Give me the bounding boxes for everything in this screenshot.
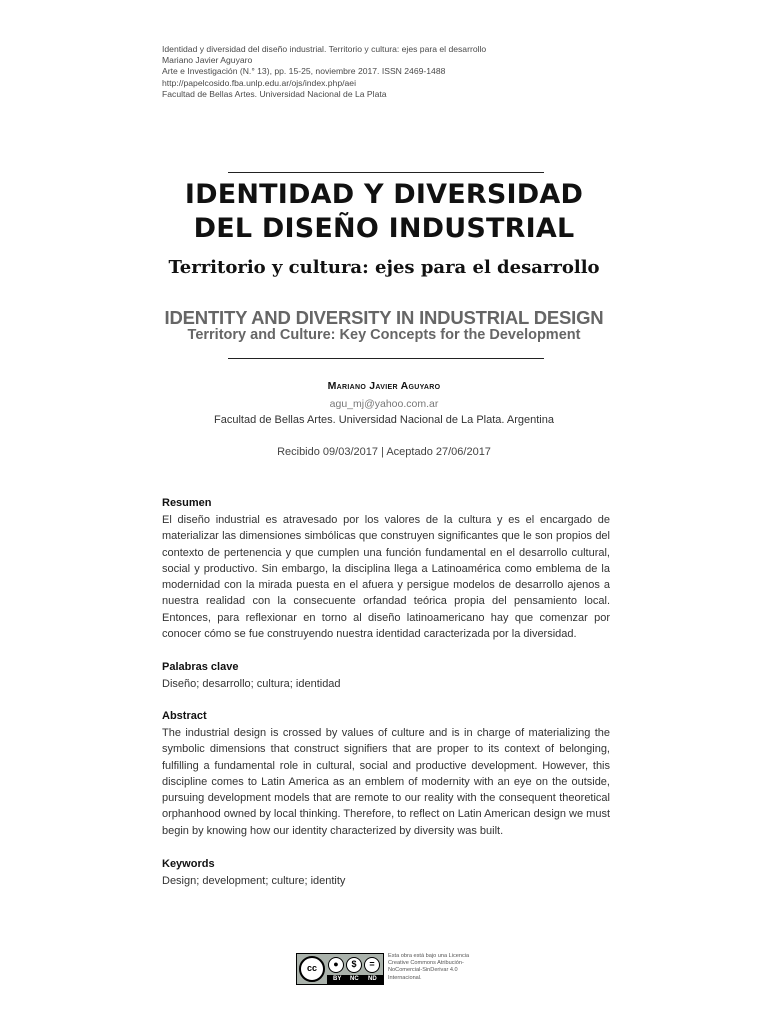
keywords-section — [162, 857, 610, 889]
abstract-section — [162, 709, 610, 839]
article-subtitle: Territorio y cultura: ejes para el desarrollo — [168, 257, 600, 278]
header-line-institution: Facultad de Bellas Artes. Universidad Nacional de La Plata — [162, 88, 387, 99]
label-by: BY — [333, 976, 342, 982]
running-header — [162, 44, 486, 100]
resumen-heading: Resumen — [162, 497, 212, 509]
resumen-section — [162, 496, 610, 642]
english-subtitle: Territory and Culture: Key Concepts for the Development — [187, 327, 581, 343]
article-title — [0, 178, 768, 246]
label-nc: NC — [350, 976, 359, 982]
submission-dates: Recibido 09/03/2017 | Aceptado 27/06/2017 — [277, 446, 491, 458]
cc-license-badge[interactable] — [296, 953, 384, 985]
author-name: Mariano Javier Aguyaro — [327, 380, 441, 392]
noderivatives-icon: = — [364, 957, 380, 973]
top-rule — [228, 172, 544, 173]
author-email[interactable]: agu_mj@yahoo.com.ar — [329, 398, 439, 410]
bottom-rule — [228, 358, 544, 359]
palabras-clave-section — [162, 660, 610, 692]
palabras-clave-text: Diseño; desarrollo; cultura; identidad — [162, 678, 341, 690]
title-line-2: DEL DISEÑO INDUSTRIAL — [193, 213, 575, 244]
keywords-text: Design; development; culture; identity — [162, 875, 346, 887]
license-label-strip — [327, 975, 383, 984]
attribution-icon: ● — [328, 957, 344, 973]
cc-icon: cc — [299, 956, 325, 982]
abstract-text: The industrial design is crossed by values of culture and is in charge of materializing the symbolic dimensions that construct signifiers that are proper to its context of belonging, fulfilling a fundamental role in cultural, social and productive development. However, this discipline comes to Latin America as an emblem of modernity with an eye on the outside, pursuing development models that are remote to our reality with the consequent theoretical orphanhood owned by local thinking. Therefore, to reflect on Latin American design we must begin by knowing how our identity characterized by diversity was built. — [162, 727, 611, 837]
title-line-1: IDENTIDAD Y DIVERSIDAD — [184, 179, 584, 210]
palabras-clave-heading: Palabras clave — [162, 661, 239, 673]
header-line-url[interactable]: http://papelcosido.fba.unlp.edu.ar/ojs/index.php/aei — [162, 77, 356, 88]
noncommercial-icon: $ — [346, 957, 362, 973]
header-line-author: Mariano Javier Aguyaro — [162, 55, 253, 66]
keywords-heading: Keywords — [162, 858, 215, 870]
abstract-heading: Abstract — [162, 710, 207, 722]
author-affiliation: Facultad de Bellas Artes. Universidad Nacional de La Plata. Argentina — [214, 414, 554, 426]
header-line-title: Identidad y diversidad del diseño industrial. Territorio y cultura: ejes para el desarrollo — [162, 44, 487, 54]
license-text: Esta obra está bajo una Licencia Creative Commons Atribución-NoComercial-SinDerivar 4.0 Internacional. — [388, 953, 470, 981]
header-line-journal: Arte e Investigación (N.° 13), pp. 15-25, noviembre 2017. ISSN 2469-1488 — [162, 66, 446, 77]
english-title: IDENTITY AND DIVERSITY IN INDUSTRIAL DESIGN — [164, 307, 604, 328]
resumen-text: El diseño industrial es atravesado por los valores de la cultura y es el encargado de materializar las dimensiones simbólicas que construyen significantes que le son propios del contexto de pertenencia y que cumplen una función fundamental en el desarrollo cultural, social y productivo. Sin embargo, la disciplina llega a Latinoamérica como emblema de la modernidad con la mirada puesta en el afuera y persigue modelos de desarrollo ajenos a nuestra realidad con la consecuente orfandad teórica propia del pensamiento local. Entonces, para reflexionar en torno al diseño latinoamericano hay que comenzar por conocer cómo se fue construyendo nuestra identidad caracterizada por la diversidad. — [162, 514, 610, 641]
label-nd: ND — [368, 976, 377, 982]
